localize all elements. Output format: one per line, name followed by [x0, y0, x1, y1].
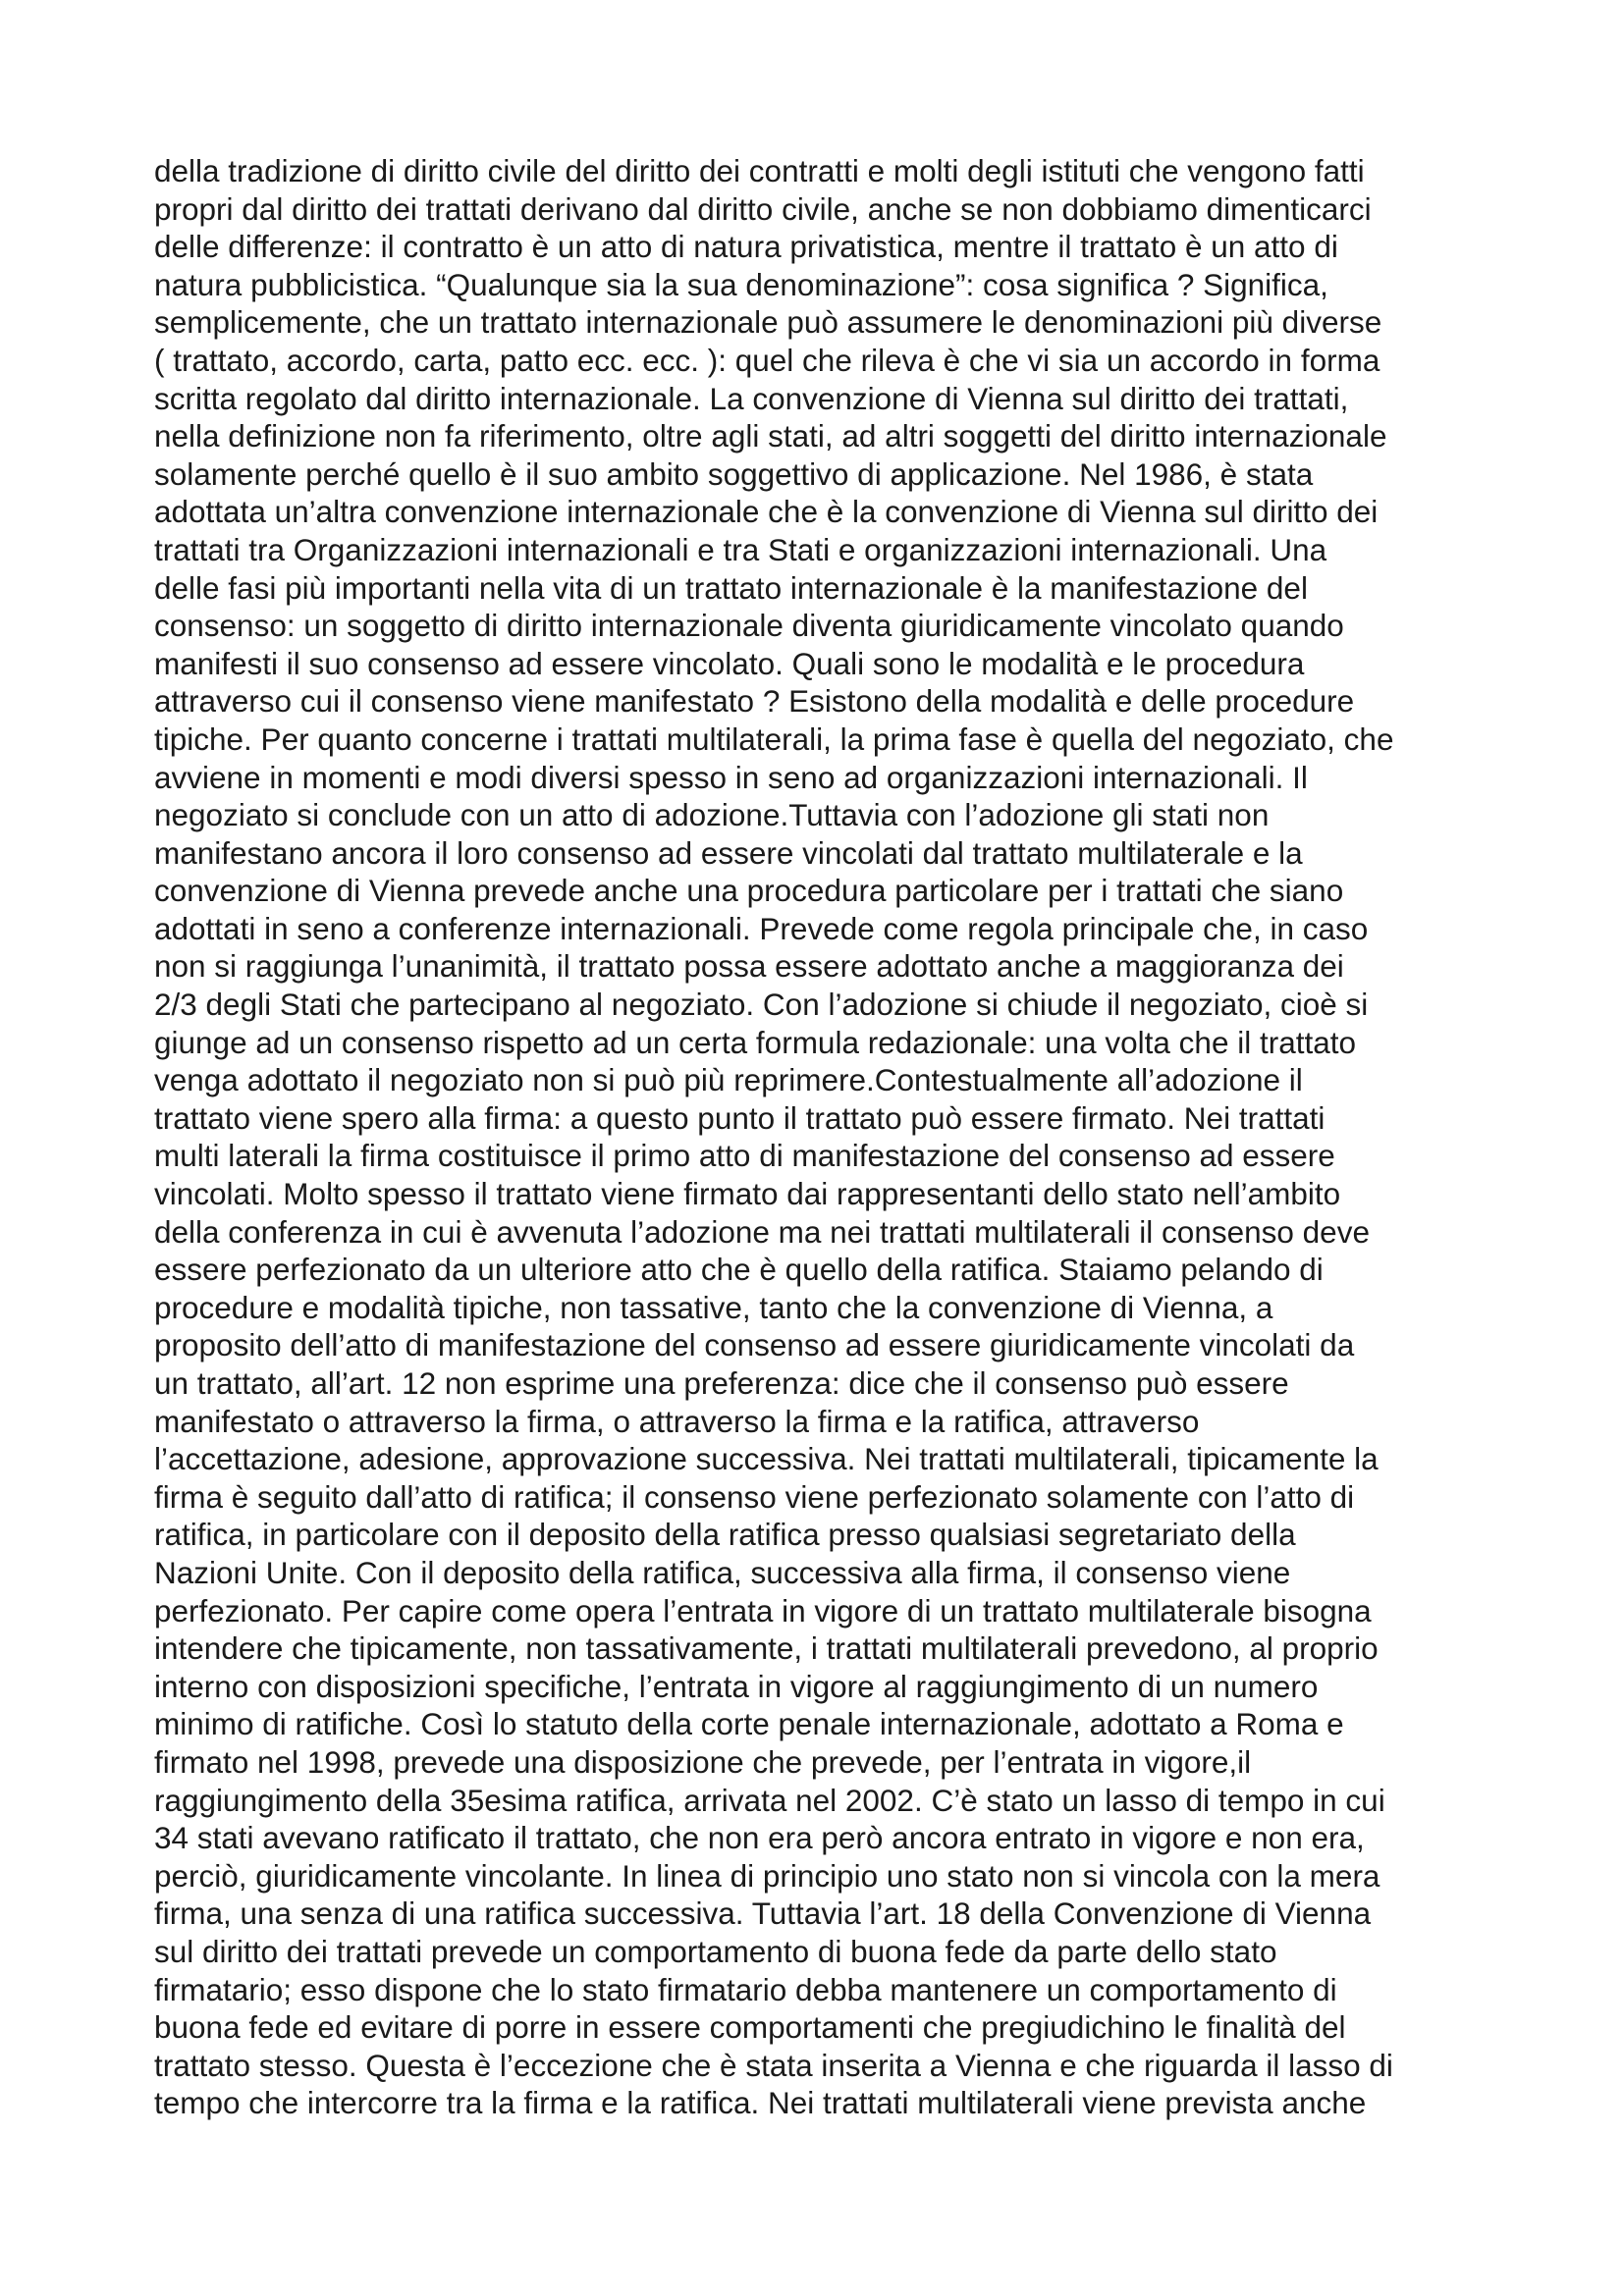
text-line: non si raggiunga l’unanimità, il trattato possa essere adottato anche a maggioranza dei [154, 948, 1344, 985]
text-line: interno con disposizioni specifiche, l’entrata in vigore al raggiungimento di un numero [154, 1668, 1319, 1704]
text-line: solamente perché quello è il suo ambito soggettivo di applicazione. Nel 1986, è stata [154, 455, 1314, 492]
text-line: 34 stati avevano ratificato il trattato, che non era però ancora entrato in vigore e non era, [154, 1820, 1365, 1856]
text-line: firma, una senza di una ratifica successiva. Tuttavia l’art. 18 della Convenzione di Vienna [154, 1896, 1372, 1932]
text-line: trattato stesso. Questa è l’eccezione che è stata inserita a Vienna e che riguarda il lasso di [154, 2047, 1393, 2083]
text-line: proposito dell’atto di manifestazione del consenso ad essere giuridicamente vincolati da [154, 1327, 1355, 1363]
text-line: buona fede ed evitare di porre in essere comportamenti che pregiudichino le finalità del [154, 2009, 1346, 2046]
body-text [154, 152, 1489, 2122]
text-line: essere perfezionato da un ulteriore atto che è quello della ratifica. Staiamo pelando di [154, 1252, 1324, 1288]
text-line: adottati in seno a conferenze internazionali. Prevede come regola principale che, in caso [154, 910, 1369, 946]
text-line: raggiungimento della 35esima ratifica, arrivata nel 2002. C’è stato un lasso di tempo in cui [154, 1782, 1385, 1818]
text-line: trattati tra Organizzazioni internazionali e tra Stati e organizzazioni internazionali. Una [154, 531, 1327, 567]
text-line: delle fasi più importanti nella vita di un trattato internazionale è la manifestazione del [154, 569, 1308, 606]
text-line: firmatario; esso dispone che lo stato firmatario debba mantenere un comportamento di [154, 1971, 1337, 2007]
text-line: propri dal diritto dei trattati derivano dal diritto civile, anche se non dobbiamo dimenticarci [154, 190, 1372, 227]
text-line: convenzione di Vienna prevede anche una procedura particolare per i trattati che siano [154, 873, 1344, 909]
text-line: natura pubblicistica. “Qualunque sia la sua denominazione”: cosa significa ? Significa, [154, 266, 1328, 302]
text-line: scritta regolato dal diritto internazionale. La convenzione di Vienna sul diritto dei trattati, [154, 380, 1349, 416]
text-line: tempo che intercorre tra la firma e la ratifica. Nei trattati multilaterali viene prevista anche [154, 2085, 1367, 2121]
text-line: un trattato, all’art. 12 non esprime una preferenza: dice che il consenso può essere [154, 1365, 1289, 1401]
text-line: manifestano ancora il loro consenso ad essere vincolati dal trattato multilaterale e la [154, 834, 1303, 871]
text-line: delle differenze: il contratto è un atto di natura privatistica, mentre il trattato è un atto di [154, 229, 1338, 265]
text-line: negoziato si conclude con un atto di adozione.Tuttavia con l’adozione gli stati non [154, 797, 1270, 833]
text-line: tipiche. Per quanto concerne i trattati multilaterali, la prima fase è quella del negoziato, che [154, 721, 1394, 757]
text-line: venga adottato il negoziato non si può più reprimere.Contestualmente all’adozione il [154, 1062, 1303, 1098]
text-line: firmato nel 1998, prevede una disposizione che prevede, per l’entrata in vigore,il [154, 1743, 1252, 1780]
text-line: procedure e modalità tipiche, non tassative, tanto che la convenzione di Vienna, a [154, 1289, 1273, 1325]
text-line: ( trattato, accordo, carta, patto ecc. ecc. ): quel che rileva è che vi sia un accordo in forma [154, 342, 1380, 378]
text-line: Nazioni Unite. Con il deposito della ratifica, successiva alla firma, il consenso viene [154, 1554, 1291, 1590]
text-line: attraverso cui il consenso viene manifestato ? Esistono della modalità e delle procedure [154, 683, 1355, 720]
text-line: manifestato o attraverso la firma, o attraverso la firma e la ratifica, attraverso [154, 1403, 1200, 1439]
text-line: manifesti il suo consenso ad essere vincolato. Quali sono le modalità e le procedura [154, 645, 1305, 681]
text-line: sul diritto dei trattati prevede un comportamento di buona fede da parte dello stato [154, 1933, 1277, 1969]
text-line: 2/3 degli Stati che partecipano al negoziato. Con l’adozione si chiude il negoziato, cioè si [154, 987, 1369, 1023]
text-line: perfezionato. Per capire come opera l’entrata in vigore di un trattato multilaterale bisogna [154, 1592, 1372, 1629]
text-line: giunge ad un consenso rispetto ad un certa formula redazionale: una volta che il trattato [154, 1024, 1357, 1060]
text-line: della conferenza in cui è avvenuta l’adozione ma nei trattati multilaterali il consenso deve [154, 1213, 1370, 1250]
text-line: minimo di ratifiche. Così lo statuto della corte penale internazionale, adottato a Roma e [154, 1706, 1344, 1742]
text-line: ratifica, in particolare con il deposito della ratifica presso qualsiasi segretariato della [154, 1517, 1296, 1553]
text-line: della tradizione di diritto civile del diritto dei contratti e molti degli istituti che vengono fatti [154, 153, 1365, 188]
text-line: nella definizione non fa riferimento, oltre agli stati, ad altri soggetti del diritto internazionale [154, 418, 1387, 454]
text-line: firma è seguito dall’atto di ratifica; il consenso viene perfezionato solamente con l’atto di [154, 1478, 1355, 1515]
text-line: consenso: un soggetto di diritto internazionale diventa giuridicamente vincolato quando [154, 608, 1344, 644]
text-line: intendere che tipicamente, non tassativamente, i trattati multilaterali prevedono, al proprio [154, 1630, 1379, 1667]
text-line: avviene in momenti e modi diversi spesso in seno ad organizzazioni internazionali. Il [154, 759, 1308, 795]
text-line: vincolati. Molto spesso il trattato viene firmato dai rappresentanti dello stato nell’ambito [154, 1176, 1341, 1212]
text-line: l’accettazione, adesione, approvazione successiva. Nei trattati multilaterali, tipicamente la [154, 1441, 1379, 1477]
text-line: semplicemente, che un trattato internazionale può assumere le denominazioni più diverse [154, 304, 1382, 341]
text-line: trattato viene spero alla firma: a questo punto il trattato può essere firmato. Nei trattati [154, 1099, 1325, 1136]
text-line: adottata un’altra convenzione internazionale che è la convenzione di Vienna sul diritto dei [154, 494, 1379, 530]
text-line: perciò, giuridicamente vincolante. In linea di principio uno stato non si vincola con la mera [154, 1857, 1380, 1894]
text-line: multi laterali la firma costituisce il primo atto di manifestazione del consenso ad essere [154, 1138, 1335, 1174]
